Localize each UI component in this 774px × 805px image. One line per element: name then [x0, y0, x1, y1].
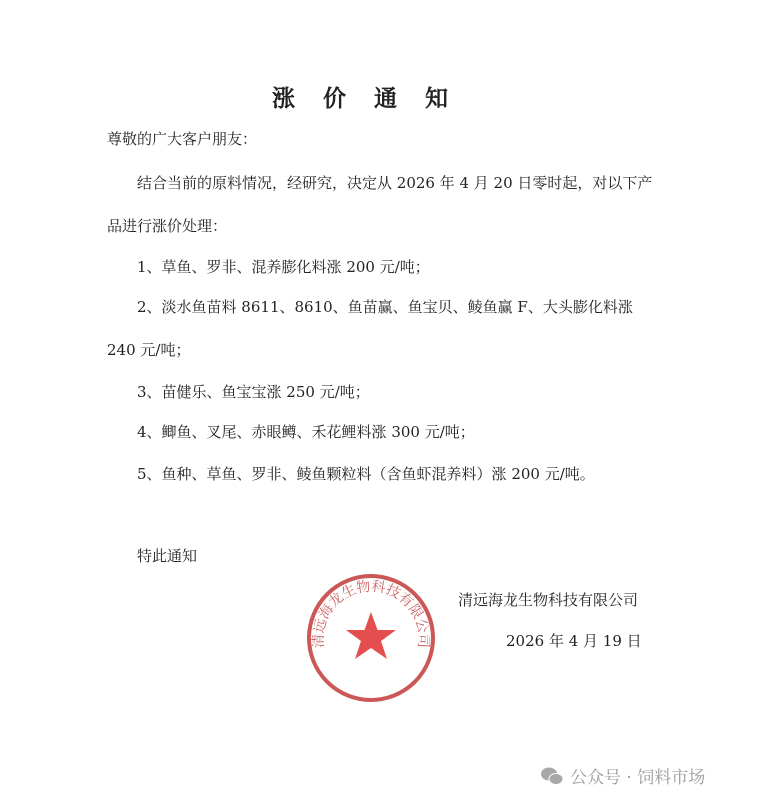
company-seal-stamp — [305, 572, 437, 704]
star-icon — [346, 612, 396, 659]
company-name: 清远海龙生物科技有限公司 — [458, 591, 639, 609]
intro-line-1: 结合当前的原料情况，经研究，决定从 2026 年 4 月 20 日零时起，对以下产 — [137, 174, 653, 192]
wechat-icon — [540, 766, 564, 786]
list-item: 2、淡水鱼苗料 8611、8610、鱼苗赢、鱼宝贝、鲮鱼赢 F、大头膨化料涨 — [137, 298, 633, 316]
list-item: 4、鲫鱼、叉尾、赤眼鳟、禾花鲤料涨 300 元/吨； — [137, 423, 475, 441]
watermark-text: 公众号 · 饲料市场 — [570, 768, 706, 788]
list-item: 5、鱼种、草鱼、罗非、鲮鱼颗粒料（含鱼虾混养料）涨 200 元/吨。 — [137, 465, 595, 483]
list-item-continued: 240 元/吨； — [107, 341, 191, 359]
notice-title: 涨 价 通 知 — [271, 86, 459, 112]
closing: 特此通知 — [137, 547, 198, 565]
greeting: 尊敬的广大客户朋友： — [107, 130, 258, 148]
signature-date: 2026 年 4 月 19 日 — [506, 632, 642, 650]
stamp-arc-text: 清远海龙生物科技有限公司 — [310, 578, 432, 649]
intro-line-2: 品进行涨价处理： — [107, 217, 228, 235]
list-item: 1、草鱼、罗非、混养膨化料涨 200 元/吨； — [137, 258, 430, 276]
list-item: 3、苗健乐、鱼宝宝涨 250 元/吨； — [137, 383, 370, 401]
watermark — [540, 763, 705, 788]
